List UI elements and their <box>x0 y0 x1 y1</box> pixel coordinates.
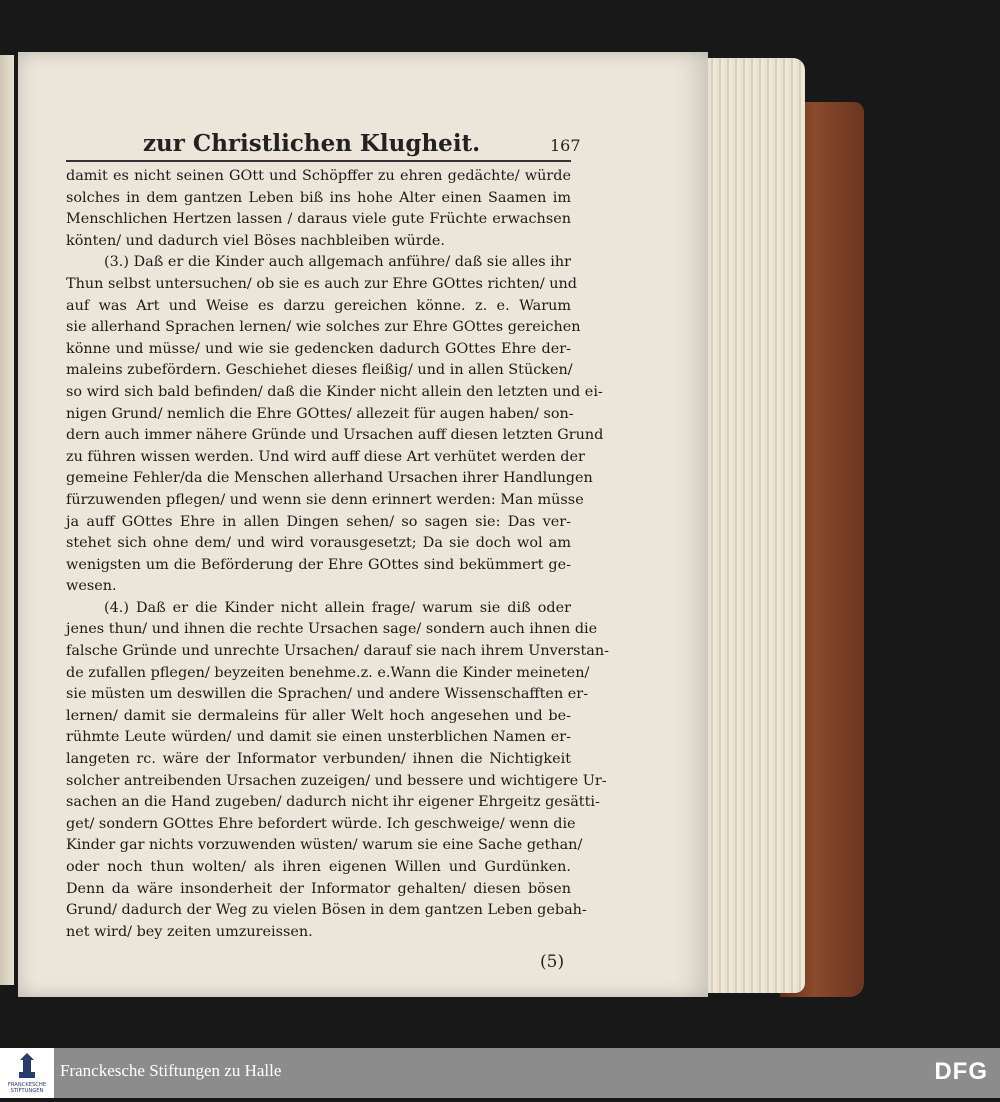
text-line: sie müsten um deswillen die Sprachen/ und andere Wissenschafften er- <box>66 686 589 703</box>
footer-bar <box>0 1048 1000 1098</box>
header-rule <box>66 160 571 162</box>
text-line: jenes thun/ und ihnen die rechte Ursachen sage/ sondern auch ihnen die <box>66 621 598 638</box>
text-line: könten/ und dadurch viel Böses nachbleiben würde. <box>66 232 445 249</box>
text-line: fürzuwenden pflegen/ und wenn sie denn erinnert werden: Man müsse <box>66 491 584 508</box>
text-line: dern auch immer nähere Gründe und Ursachen auff diesen letzten Grund <box>66 427 604 444</box>
text-line: so wird sich bald befinden/ daß die Kinder nicht allein den letzten und ei- <box>66 383 603 400</box>
book-page <box>18 52 708 997</box>
text-line: oder noch thun wolten/ als ihren eigenen Willen und Gurdünken. <box>66 859 571 875</box>
svg-text:STIFTUNGEN: STIFTUNGEN <box>10 1088 44 1094</box>
text-line: ja auff GOttes Ehre in allen Dingen sehen/ so sagen sie: Das ver- <box>66 513 571 530</box>
text-line: de zufallen pflegen/ beyzeiten benehme.z. e.Wann die Kinder meineten/ <box>66 664 590 681</box>
running-head: zur Christlichen Klugheit. <box>143 130 481 157</box>
text-line: Grund/ dadurch der Weg zu vielen Bösen in dem gantzen Leben gebah- <box>66 902 587 919</box>
text-line: rühmte Leute würden/ und damit sie einen unsterblichen Namen er- <box>66 729 571 746</box>
text-line: könne und müsse/ und wie sie gedencken dadurch GOttes Ehre der- <box>66 340 571 357</box>
text-line: damit es nicht seinen GOtt und Schöpffer zu ehren gedächte/ würde <box>66 168 571 184</box>
text-line: net wird/ bey zeiten umzureissen. <box>66 923 313 940</box>
text-line: Kinder gar nichts vorzuwenden wüsten/ warum sie eine Sache gethan/ <box>66 837 583 854</box>
foundation-logo[interactable] <box>0 1048 54 1098</box>
text-line: wesen. <box>66 578 117 595</box>
catchword: (5) <box>540 952 565 972</box>
previous-page-edge <box>0 55 14 985</box>
text-line: stehet sich ohne dem/ und wird vorausgesetzt; Da sie doch wol am <box>66 535 571 552</box>
text-line: gemeine Fehler/da die Menschen allerhand Ursachen ihrer Handlungen <box>66 470 593 487</box>
foundation-logo-icon <box>0 1048 54 1098</box>
text-line: falsche Gründe und unrechte Ursachen/ darauf sie nach ihrem Unverstan- <box>66 643 610 660</box>
page-block-edges <box>700 58 805 993</box>
text-line: (4.) Daß er die Kinder nicht allein frage/ warum sie diß oder <box>104 599 571 616</box>
text-line: nigen Grund/ nemlich die Ehre GOttes/ allezeit für augen haben/ son- <box>66 405 574 422</box>
svg-text:FRANCKESCHE: FRANCKESCHE <box>7 1082 47 1088</box>
body-text <box>66 166 610 943</box>
text-line: Menschlichen Hertzen lassen / daraus viele gute Früchte erwachsen <box>66 211 571 228</box>
text-line: solches in dem gantzen Leben biß ins hohe Alter einen Saamen im <box>66 189 571 206</box>
text-line: get/ sondern GOttes Ehre befordert würde. Ich geschweige/ wenn die <box>66 815 576 832</box>
text-line: Thun selbst untersuchen/ ob sie es auch zur Ehre GOttes richten/ und <box>66 275 578 292</box>
text-line: lernen/ damit sie dermaleins für aller Welt hoch angesehen und be- <box>66 707 571 724</box>
text-line: maleins zubefördern. Geschiehet dieses fleißig/ und in allen Stücken/ <box>66 362 573 379</box>
text-line: sachen an die Hand zugeben/ dadurch nicht ihr eigener Ehrgeitz gesätti- <box>66 794 600 811</box>
page-number: 167 <box>550 136 581 155</box>
text-line: (3.) Daß er die Kinder auch allgemach anführe/ daß sie alles ihr <box>104 254 571 271</box>
text-line: zu führen wissen werden. Und wird auff diese Art verhütet werden der <box>66 448 585 465</box>
text-line: wenigsten um die Beförderung der Ehre GOttes sind bekümmert ge- <box>66 556 571 573</box>
text-line: Denn da wäre insonderheit der Informator gehalten/ diesen bösen <box>66 880 571 897</box>
institution-name[interactable]: Franckesche Stiftungen zu Halle <box>60 1061 282 1080</box>
text-line: auf was Art und Weise es darzu gereichen könne. z. e. Warum <box>66 297 571 314</box>
text-line: sie allerhand Sprachen lernen/ wie solches zur Ehre GOttes gereichen <box>66 319 581 336</box>
dfg-logo[interactable]: DFG <box>934 1058 988 1085</box>
text-line: langeten rc. wäre der Informator verbunden/ ihnen die Nichtigkeit <box>66 751 571 768</box>
text-line: solcher antreibenden Ursachen zuzeigen/ und bessere und wichtigere Ur- <box>66 772 607 789</box>
